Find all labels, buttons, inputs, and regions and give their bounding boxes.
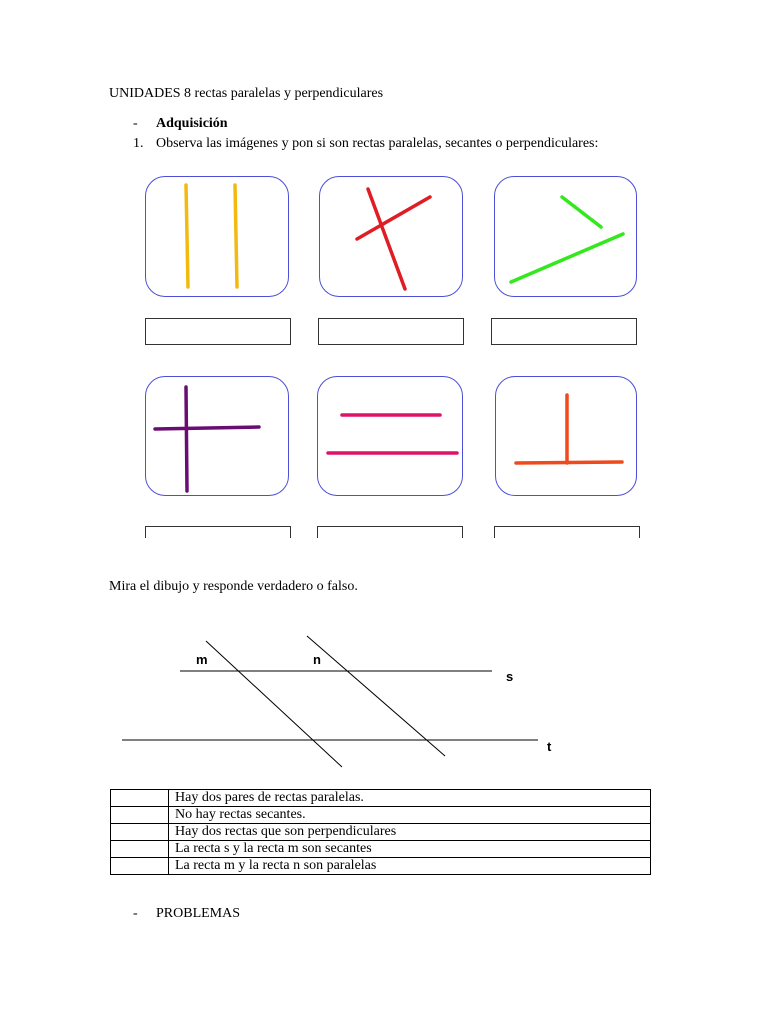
statement-cell: Hay dos pares de rectas paralelas. <box>169 790 651 807</box>
diagram-instruction: Mira el dibujo y responde verdadero o falso. <box>109 579 358 594</box>
pink-parallel-lines-image <box>318 377 464 497</box>
bullet-dash: - <box>133 906 138 921</box>
green-line-long <box>511 234 623 282</box>
table-row <box>111 824 651 841</box>
item-instruction: Observa las imágenes y pon si son rectas paralelas, secantes o perpendiculares: <box>156 136 599 151</box>
section-heading-adquisicion: Adquisición <box>156 116 228 131</box>
line-m <box>206 641 342 767</box>
statement-cell: No hay rectas secantes. <box>169 807 651 824</box>
answer-box-3[interactable] <box>491 318 637 345</box>
card-orange-perpendicular <box>495 376 637 496</box>
label-n: n <box>313 652 321 667</box>
card-pink-parallel <box>317 376 463 496</box>
line-n <box>307 636 445 756</box>
table-row <box>111 841 651 858</box>
answer-cell[interactable] <box>111 858 169 875</box>
statement-cell: La recta s y la recta m son secantes <box>169 841 651 858</box>
answer-box-2[interactable] <box>318 318 464 345</box>
lines-diagram <box>110 625 570 775</box>
table-row <box>111 790 651 807</box>
answer-box-6[interactable] <box>494 526 640 538</box>
purple-line-horizontal <box>155 427 259 429</box>
card-purple-perpendicular <box>145 376 289 496</box>
statement-cell: La recta m y la recta n son paralelas <box>169 858 651 875</box>
label-m: m <box>196 652 208 667</box>
orange-line-horizontal <box>516 462 622 463</box>
answer-cell[interactable] <box>111 790 169 807</box>
true-false-table <box>110 789 651 875</box>
orange-perpendicular-lines-image <box>496 377 638 497</box>
answer-box-5[interactable] <box>317 526 463 538</box>
label-t: t <box>547 739 552 754</box>
yellow-line-right <box>235 185 237 287</box>
card-green-secant <box>494 176 637 297</box>
answer-box-4[interactable] <box>145 526 291 538</box>
red-line-steep <box>368 189 405 289</box>
yellow-line-left <box>186 185 188 287</box>
red-line-diagonal <box>357 197 430 239</box>
answer-cell[interactable] <box>111 841 169 858</box>
label-s: s <box>506 669 514 684</box>
section-heading-problemas: PROBLEMAS <box>156 906 241 921</box>
answer-box-1[interactable] <box>145 318 291 345</box>
item-number: 1. <box>133 136 144 151</box>
green-secant-lines-image <box>495 177 638 298</box>
table-row <box>111 807 651 824</box>
green-line-short <box>562 197 601 227</box>
answer-cell[interactable] <box>111 807 169 824</box>
purple-perpendicular-lines-image <box>146 377 290 497</box>
purple-line-vertical <box>186 387 187 491</box>
card-yellow-parallel <box>145 176 289 297</box>
answer-cell[interactable] <box>111 824 169 841</box>
bullet-dash: - <box>133 116 138 131</box>
card-red-secant <box>319 176 463 297</box>
statement-cell: Hay dos rectas que son perpendiculares <box>169 824 651 841</box>
red-secant-lines-image <box>320 177 464 298</box>
page-title: UNIDADES 8 rectas paralelas y perpendiculares <box>109 86 384 101</box>
yellow-parallel-lines-image <box>146 177 290 298</box>
table-row <box>111 858 651 875</box>
